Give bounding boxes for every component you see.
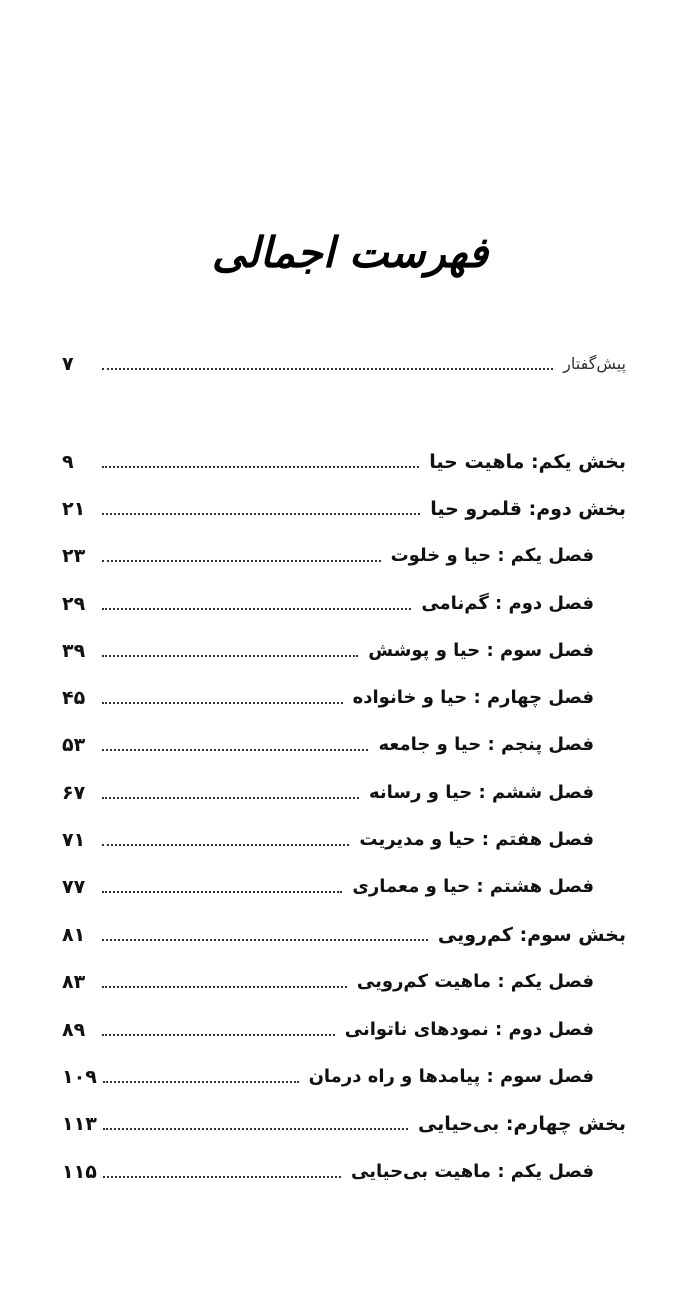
dot-leader (102, 466, 419, 468)
page-number: ۲۳ (62, 545, 86, 567)
page-number: ۵۳ (62, 734, 86, 756)
entry-title: فصل یکم : ماهیت کم‌رویی (356, 971, 594, 992)
page-number: ۳۹ (62, 640, 86, 662)
dot-leader (102, 368, 553, 370)
toc-entry-chapter[interactable] (62, 586, 626, 616)
toc-entry-chapter[interactable] (62, 822, 626, 852)
toc-entry-chapter[interactable] (62, 633, 626, 663)
dot-leader (102, 891, 342, 893)
dot-leader (102, 1034, 335, 1036)
dot-leader (102, 986, 347, 988)
entry-title: بخش چهارم: بی‌حیایی (417, 1113, 626, 1135)
dot-leader (102, 655, 358, 657)
dot-leader (103, 1128, 408, 1130)
toc-entry-chapter[interactable] (62, 1154, 626, 1184)
dot-leader (102, 702, 343, 704)
toc-entry-preface[interactable] (62, 346, 626, 376)
entry-title: بخش یکم: ماهیت حیا (429, 451, 626, 473)
dot-leader (102, 560, 381, 562)
dot-leader (103, 1176, 341, 1178)
toc-entry-chapter[interactable] (62, 775, 626, 805)
entry-title: فصل هفتم : حیا و مدیریت (359, 829, 594, 850)
page-number: ۸۱ (62, 924, 86, 946)
page-number: ۷۷ (62, 876, 86, 898)
toc-entry-chapter[interactable] (62, 964, 626, 994)
page-number: ۱۱۵ (62, 1161, 97, 1183)
entry-title: بخش سوم: کم‌رویی (437, 924, 626, 946)
page-title: فهرست اجمالی (211, 228, 489, 277)
page-number: ۸۹ (62, 1019, 86, 1041)
toc-entry-part-4[interactable] (62, 1106, 626, 1136)
entry-title: فصل چهارم : حیا و خانواده (352, 687, 594, 708)
toc-entry-chapter[interactable] (62, 538, 626, 568)
entry-title: فصل دوم : نمودهای ناتوانی (344, 1019, 594, 1040)
entry-title: فصل یکم : حیا و خلوت (390, 545, 594, 566)
toc-entry-chapter[interactable] (62, 1059, 626, 1089)
entry-title: فصل سوم : حیا و پوشش (368, 640, 594, 661)
page-number: ۲۱ (62, 498, 86, 520)
page-number: ۷ (62, 353, 74, 375)
dot-leader (102, 797, 359, 799)
toc-entry-chapter[interactable] (62, 869, 626, 899)
page-number: ۱۰۹ (62, 1066, 97, 1088)
toc-entry-part-3[interactable] (62, 917, 626, 947)
entry-title: بخش دوم: قلمرو حیا (430, 498, 626, 520)
entry-title: فصل هشتم : حیا و معماری (352, 876, 594, 897)
page-number: ۲۹ (62, 593, 86, 615)
page-number: ۶۷ (62, 782, 86, 804)
entry-title: فصل یکم : ماهیت بی‌حیایی (351, 1161, 594, 1182)
page-number: ۷۱ (62, 829, 86, 851)
entry-title: پیش‌گفتار (563, 354, 626, 373)
page-number: ۹ (62, 451, 74, 473)
page-number: ۱۱۳ (62, 1113, 97, 1135)
dot-leader (102, 749, 368, 751)
entry-title: فصل پنجم : حیا و جامعه (378, 734, 594, 755)
dot-leader (102, 844, 349, 846)
entry-title: فصل سوم : پیامدها و راه درمان (308, 1066, 594, 1087)
entry-title: فصل ششم : حیا و رسانه (368, 782, 594, 803)
toc-entry-part-2[interactable] (62, 491, 626, 521)
toc-entry-chapter[interactable] (62, 727, 626, 757)
dot-leader (102, 608, 411, 610)
toc-entry-chapter[interactable] (62, 680, 626, 710)
toc-entry-chapter[interactable] (62, 1012, 626, 1042)
entry-title: فصل دوم : گم‌نامی (421, 593, 594, 614)
page-number: ۸۳ (62, 971, 86, 993)
dot-leader (102, 939, 428, 941)
dot-leader (102, 513, 420, 515)
dot-leader (103, 1081, 299, 1083)
toc-entry-part-1[interactable] (62, 444, 626, 474)
table-of-contents (62, 0, 626, 1300)
page-number: ۴۵ (62, 687, 86, 709)
